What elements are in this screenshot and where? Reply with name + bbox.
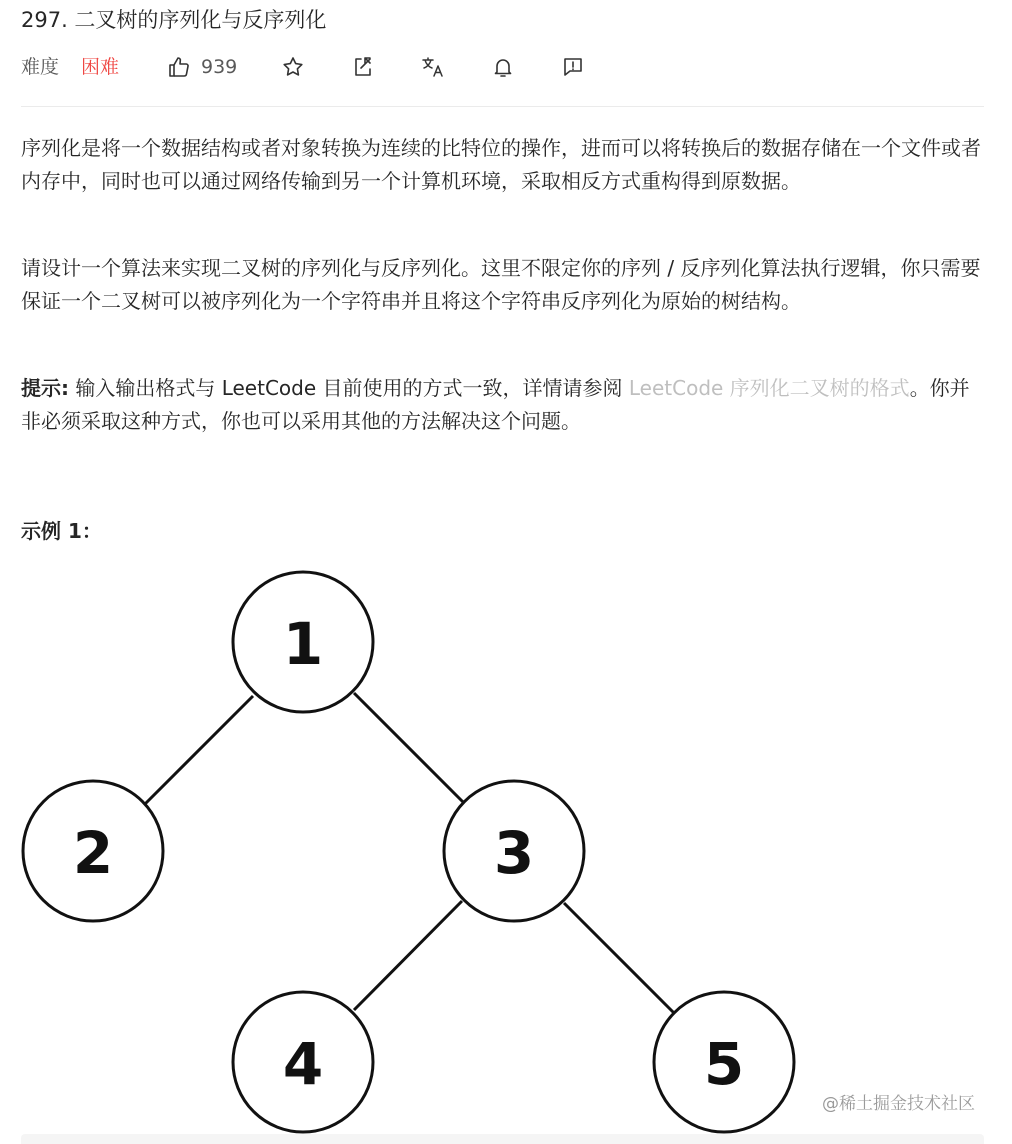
tip-text: 输入输出格式与 LeetCode 目前使用的方式一致，详情请参阅 — [69, 376, 629, 400]
tree-edge-3-4 — [354, 901, 462, 1010]
tree-node-label-4: 4 — [282, 1030, 324, 1098]
code-block — [21, 1134, 984, 1144]
like-count: 939 — [201, 56, 238, 78]
thumbs-up-icon[interactable] — [167, 55, 191, 79]
format-link[interactable]: LeetCode 序列化二叉树的格式 — [628, 376, 910, 400]
tip-paragraph — [21, 372, 981, 437]
description-paragraph-1: 序列化是将一个数据结构或者对象转换为连续的比特位的操作，进而可以将转换后的数据存储在一个文件或者内存中，同时也可以通过网络传输到另一个计算机环境，采取相反方式重构得到原数据。 — [21, 136, 981, 193]
tree-edge-3-5 — [564, 903, 676, 1015]
translate-icon[interactable] — [421, 55, 445, 79]
header-divider — [21, 106, 984, 107]
problem-meta-bar — [21, 52, 991, 82]
tree-edge-1-2 — [143, 696, 253, 806]
watermark: @稀土掘金技术社区 — [822, 1094, 975, 1114]
problem-title: 297. 二叉树的序列化与反序列化 — [21, 8, 327, 32]
binary-tree-diagram — [0, 555, 820, 1144]
star-icon[interactable] — [281, 55, 305, 79]
tree-node-label-3: 3 — [493, 819, 535, 887]
tree-edge-1-3 — [354, 693, 464, 803]
example-title: 示例 1： — [21, 519, 102, 543]
bell-icon[interactable] — [491, 55, 515, 79]
tip-text-end: 。你并非必须采取这种方式，你也可以采用其他的方法解决这个问题。 — [21, 376, 970, 433]
tree-node-label-5: 5 — [703, 1030, 745, 1098]
tip-label: 提示: — [21, 376, 69, 400]
description-paragraph-2: 请设计一个算法来实现二叉树的序列化与反序列化。这里不限定你的序列 / 反序列化算法执行逻辑，你只需要保证一个二叉树可以被序列化为一个字符串并且将这个字符串反序列化为原始的树结构。 — [21, 256, 981, 313]
share-icon[interactable] — [351, 55, 375, 79]
difficulty-badge: 困难 — [81, 56, 120, 78]
difficulty-label: 难度 — [21, 56, 60, 78]
tree-node-label-1: 1 — [282, 610, 324, 678]
tree-node-label-2: 2 — [72, 819, 114, 887]
feedback-icon[interactable] — [561, 55, 585, 79]
